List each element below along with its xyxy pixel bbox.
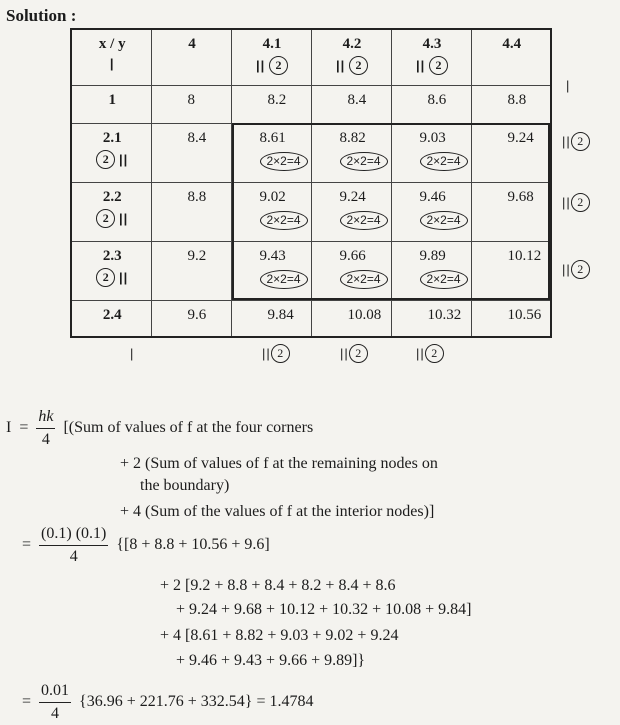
interior-weight-oval: 2×2=4: [340, 211, 388, 230]
interior-weight-oval: 2×2=4: [420, 152, 468, 171]
cell: 9.89 2×2=4: [391, 241, 471, 300]
weight-circle: 2: [96, 268, 115, 287]
right-marker: || 2: [562, 260, 590, 279]
weight-circle: 2: [571, 193, 590, 212]
interior-weight-oval: 2×2=4: [340, 152, 388, 171]
cell: 9.68: [471, 182, 551, 241]
weight-circle: 2: [349, 56, 368, 75]
formula-line-5: = $\frac{(0.1) (0.1)}{4}$ {[8 + 8.8 + 10.56 + 9.6]: [22, 523, 270, 568]
cell: 9.84: [231, 300, 311, 337]
row-header: 1: [71, 85, 151, 123]
cell: 9.2: [151, 241, 231, 300]
weight-circle: 2: [425, 344, 444, 363]
grid-table: [70, 28, 552, 338]
weight-circle: 2: [571, 132, 590, 151]
interior-weight-oval: 2×2=4: [420, 270, 468, 289]
formula-line-6: + 2 [9.2 + 8.8 + 8.4 + 8.2 + 8.4 + 8.6: [160, 577, 396, 594]
cell: 8: [151, 85, 231, 123]
cell: 10.32: [391, 300, 471, 337]
table-row: [71, 85, 551, 123]
right-marker: || 2: [562, 193, 590, 212]
cell: 9.24: [471, 123, 551, 182]
interior-weight-oval: 2×2=4: [420, 211, 468, 230]
formula-line-4: + 4 (Sum of the values of f at the interior nodes)]: [120, 503, 435, 520]
formula-line-1: I = $\frac{hk}{4}$ [(Sum of values of f at the four corners: [6, 406, 313, 451]
solution-heading: Solution :: [6, 6, 77, 25]
weight-circle: 2: [429, 56, 448, 75]
corner-cell: x / y |: [71, 29, 151, 85]
formula-line-2: + 2 (Sum of values of f at the remaining nodes on: [120, 455, 438, 472]
weight-circle: 2: [571, 260, 590, 279]
fraction-final: $\frac{0.01}{4}$: [41, 682, 70, 722]
row-header: 2.2 2 ||: [71, 182, 151, 241]
bottom-marker: || 2: [340, 344, 368, 363]
table-row: [71, 182, 551, 241]
table-row: [71, 300, 551, 337]
formula-line-7: + 9.24 + 9.68 + 10.12 + 10.32 + 10.08 + 9.84]: [176, 601, 472, 618]
interior-weight-oval: 2×2=4: [260, 211, 308, 230]
cell: 8.61 2×2=4: [231, 123, 311, 182]
formula-line-9: + 9.46 + 9.43 + 9.66 + 9.89]}: [176, 652, 366, 669]
cell: 8.6: [391, 85, 471, 123]
row-header: 2.1 2 ||: [71, 123, 151, 182]
col-header: 4: [151, 29, 231, 85]
result-value: = 1.4784: [256, 693, 314, 711]
weight-circle: 2: [271, 344, 290, 363]
fraction-step: $\frac{(0.1) (0.1)}{4}$: [41, 525, 107, 565]
row-header: 2.3 2 ||: [71, 241, 151, 300]
table-row: [71, 241, 551, 300]
interior-weight-oval: 2×2=4: [260, 270, 308, 289]
cell: 9.03 2×2=4: [391, 123, 471, 182]
cell: 9.02 2×2=4: [231, 182, 311, 241]
cell: 8.4: [311, 85, 391, 123]
cell: 8.8: [471, 85, 551, 123]
col-header: 4.4: [471, 29, 551, 85]
col-header: 4.3 || 2: [391, 29, 471, 85]
cell: 8.2: [231, 85, 311, 123]
grid-table-wrapper: [70, 28, 550, 336]
cell: 10.08: [311, 300, 391, 337]
interior-weight-oval: 2×2=4: [260, 152, 308, 171]
cell: 9.43 2×2=4: [231, 241, 311, 300]
cell: 8.4: [151, 123, 231, 182]
row-header: 2.4: [71, 300, 151, 337]
cell: 8.8: [151, 182, 231, 241]
right-marker: || 2: [562, 132, 590, 151]
weight-circle: 2: [96, 150, 115, 169]
formula-line-8: + 4 [8.61 + 8.82 + 9.03 + 9.02 + 9.24: [160, 627, 399, 644]
weight-circle: 2: [349, 344, 368, 363]
cell: 10.56: [471, 300, 551, 337]
cell: 10.12: [471, 241, 551, 300]
right-marker: |: [566, 78, 571, 93]
col-header: 4.2 || 2: [311, 29, 391, 85]
col-header: 4.1 || 2: [231, 29, 311, 85]
interior-weight-oval: 2×2=4: [340, 270, 388, 289]
header-row: [71, 29, 551, 85]
formula-line-10: = $\frac{0.01}{4}$ {36.96 + 221.76 + 332.54} = 1.4784: [22, 680, 313, 725]
weight-circle: 2: [96, 209, 115, 228]
table-row: [71, 123, 551, 182]
bottom-marker: |: [130, 346, 135, 361]
formula-line-3: the boundary): [140, 477, 230, 494]
weight-circle: 2: [269, 56, 288, 75]
bottom-marker: || 2: [262, 344, 290, 363]
cell: 9.24 2×2=4: [311, 182, 391, 241]
cell: 9.6: [151, 300, 231, 337]
cell: 9.46 2×2=4: [391, 182, 471, 241]
bottom-marker: || 2: [416, 344, 444, 363]
fraction-hk-over-4: $\frac{hk}{4}$: [38, 408, 54, 448]
cell: 9.66 2×2=4: [311, 241, 391, 300]
cell: 8.82 2×2=4: [311, 123, 391, 182]
